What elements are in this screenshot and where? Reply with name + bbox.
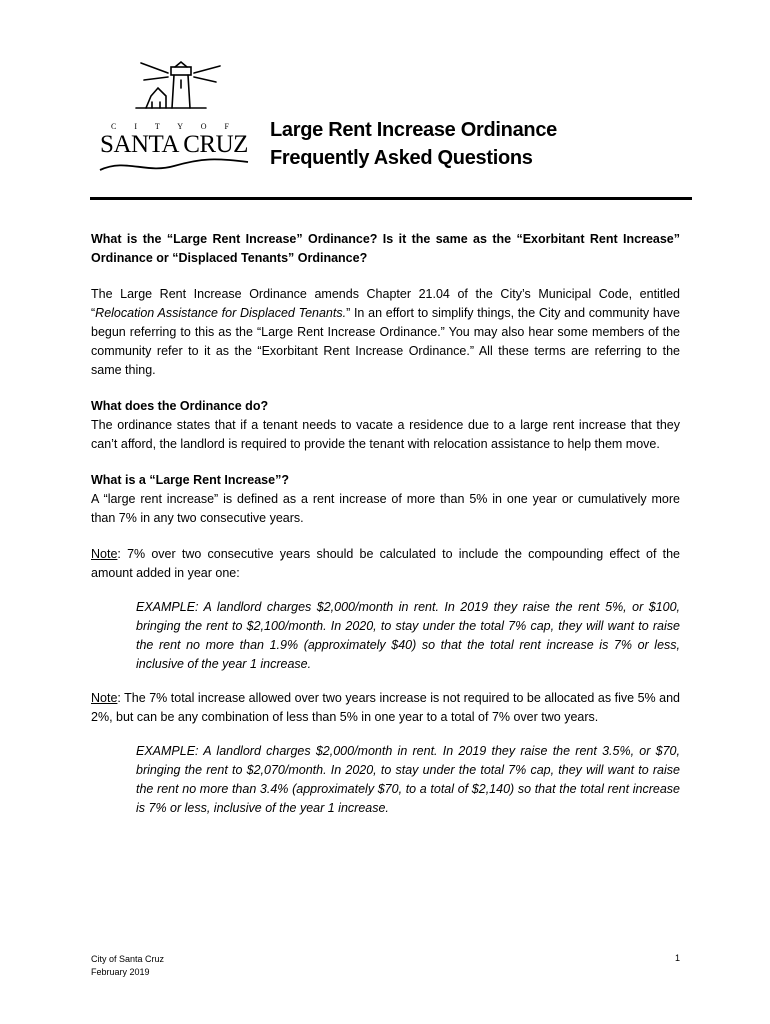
note-2 xyxy=(91,689,680,727)
answer-1-chapter-title: Relocation Assistance for Displaced Tenants. xyxy=(95,306,347,320)
footer-date: February 2019 xyxy=(91,967,150,977)
answer-2: The ordinance states that if a tenant needs to vacate a residence due to a large rent increase that they can’t afford, the landlord is required to provide the tenant with relocation assistance to help them move. xyxy=(91,418,680,451)
logo-santa-cruz-text: SANTA CRUZ xyxy=(100,131,248,158)
note-1 xyxy=(91,545,680,583)
note-2-label: Note xyxy=(91,691,118,705)
answer-1 xyxy=(91,285,680,380)
city-logo xyxy=(96,58,252,178)
faq-content xyxy=(91,230,680,818)
example-2: EXAMPLE: A landlord charges $2,000/month in rent. In 2019 they raise the rent 3.5%, or $70, bringing the rent to $2,070/month. In 2020, to stay under the total 7% cap, they will want to raise the rent no more than 3.4% (approximately $70, to a total of $2,140) so that the total rent increase is 7% or less, inclusive of the year 1 increase. xyxy=(136,744,680,815)
question-3: What is a “Large Rent Increase”? xyxy=(91,473,289,487)
header-divider xyxy=(90,197,692,200)
page-number: 1 xyxy=(675,953,681,963)
note-2-text: : The 7% total increase allowed over two years increase is not required to be allocated as five 5% and 2%, but can be any combination of less than 5% in one year to a total of 7% over two years. xyxy=(91,691,680,724)
question-2: What does the Ordinance do? xyxy=(91,399,269,413)
example-1: EXAMPLE: A landlord charges $2,000/month in rent. In 2019 they raise the rent 5%, or $100, bringing the rent to $2,100/month. In 2020, to stay under the total 7% cap, they will want to raise the rent no more than 1.9% (approximately $40) so that the total rent increase is 7% or less, inclusive of the year 1 increase. xyxy=(136,600,680,671)
title-line-2: Frequently Asked Questions xyxy=(270,147,533,169)
title-line-1: Large Rent Increase Ordinance xyxy=(270,119,557,141)
question-1: What is the “Large Rent Increase” Ordinance? Is it the same as the “Exorbitant Rent Increase” Ordinance or “Displaced Tenants” Ordinance? xyxy=(91,232,680,265)
note-1-text: : 7% over two consecutive years should be calculated to include the compounding effect of the amount added in year one: xyxy=(91,547,680,580)
footer-org: City of Santa Cruz xyxy=(91,954,165,964)
note-1-label: Note xyxy=(91,547,118,561)
lighthouse-icon xyxy=(96,58,252,178)
page-title xyxy=(270,116,557,172)
logo-city-of-text: C I T Y O F xyxy=(110,122,237,131)
answer-3: A “large rent increase” is defined as a rent increase of more than 5% in one year or cumulatively more than 7% in any two consecutive years. xyxy=(91,492,680,525)
answer-1-text-b: ” In an effort to simplify things, the City and community have begun referring to this as the “Large Rent Increase Ordinance.” You may also hear some members of the community refer to it as the “Exorbitant Rent Increase Ordinance.” All these terms are referring to the same thing. xyxy=(91,306,680,377)
footer xyxy=(91,953,164,979)
answer-1-text-a: The Large Rent Increase Ordinance amends Chapter 21.04 of the City’s Municipal Code, entitled “ xyxy=(91,287,680,320)
